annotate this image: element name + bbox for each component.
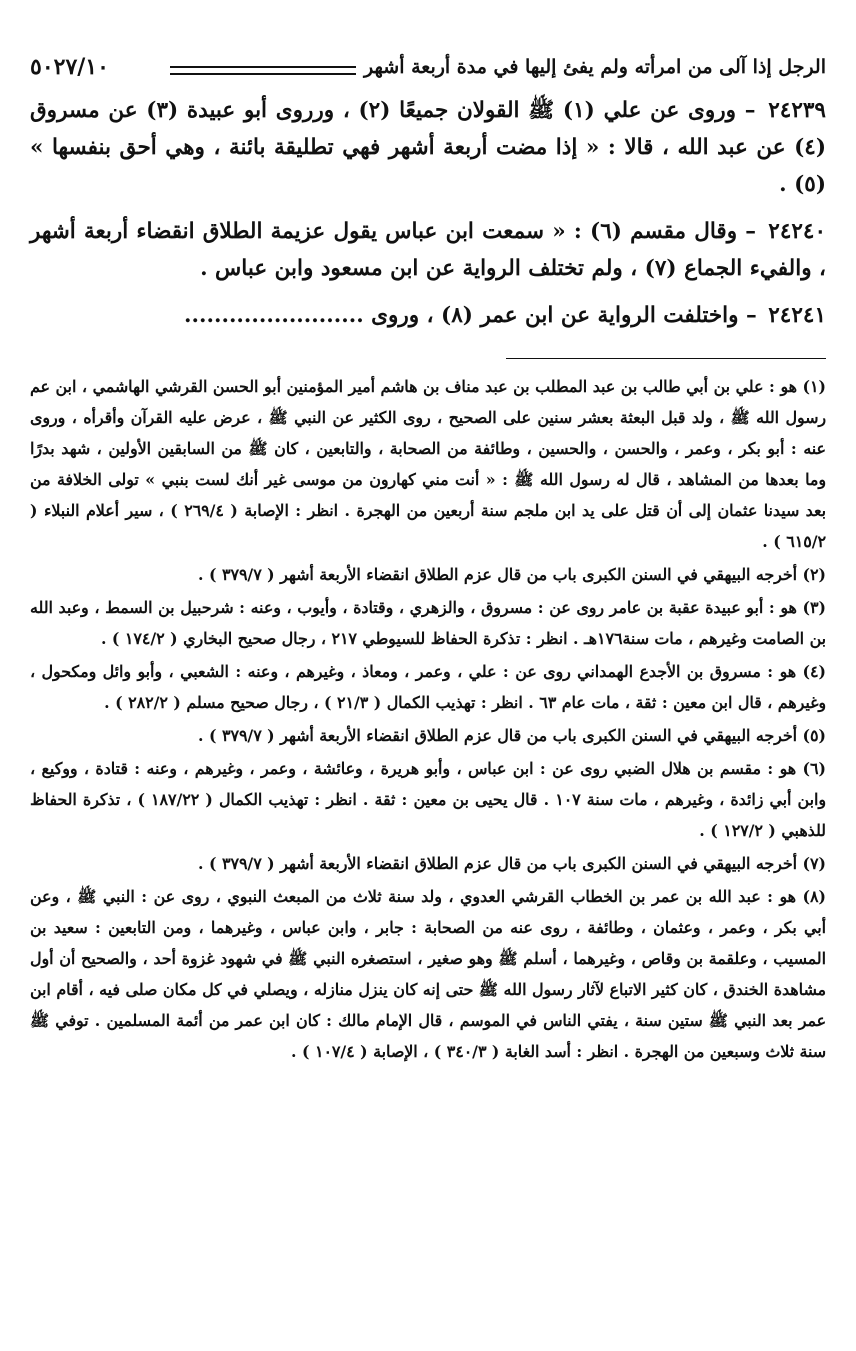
paragraph xyxy=(30,213,826,287)
footnotes xyxy=(30,371,826,1067)
running-header xyxy=(30,52,826,92)
header-title: الرجل إذا آلى من امرأته ولم يفئ إليها في مدة أربعة أشهر xyxy=(364,56,826,78)
hadith-number: ٢٤٢٣٩ xyxy=(768,98,826,123)
footnote-separator xyxy=(506,358,826,359)
paragraph-text: – وقال مقسم (٦) : « سمعت ابن عباس يقول عزيمة الطلاق انقضاء أربعة أشهر ، والفيء الجماع (٧) ، ولم تختلف الرواية عن ابن مسعود وابن عباس . xyxy=(30,219,826,281)
header-double-rule xyxy=(170,66,356,75)
footnote: (١) هو : علي بن أبي طالب بن عبد المطلب بن عبد مناف بن هاشم أمير المؤمنين أبو الحسن القرشي الهاشمي ، ابن عم رسول الله ﷺ ، ولد قبل البعثة بعشر سنين على الصحيح ، روى الكثير عن النبي ﷺ ، عرض عليه القرآن وأقرأه ، وروى عنه : أبو بكر ، وعمر ، والحسن ، والحسين ، وطائفة من الصحابة ، والتابعين ، كان ﷺ من السابقين الأولين ، شهد بدرًا وما بعدها من المشاهد ، قال له رسول الله ﷺ : « أنت مني كهارون من موسى غير أنك لست بنبي » تولى الخلافة من بعد سيدنا عثمان إلى أن قتل على يد ابن ملجم سنة أربعين من الهجرة . انظر : الإصابة ( ٢٦٩/٤ ) ، سير أعلام النبلاء ( ٦١٥/٢ ) . xyxy=(30,377,826,551)
footnote: (٤) هو : مسروق بن الأجدع الهمداني روى عن : علي ، وعمر ، ومعاذ ، وغيرهم ، وعنه : الشعبي ، وأبو وائل ومكحول ، وغيرهم ، قال ابن معين : ثقة ، مات عام ٦٣ . انظر : تهذيب الكمال ( ٢١/٣ ) ، رجال صحيح مسلم ( ٢٨٢/٢ ) . xyxy=(30,662,826,712)
page-number: ٥٠٢٧/١٠ xyxy=(30,54,109,80)
paragraph-text: – وروى عن علي (١) ﷺ القولان جميعًا (٢) ، ورروى أبو عبيدة (٣) عن مسروق (٤) عن عبد الله ، قالا : « إذا مضت أربعة أشهر فهي تطليقة بائنة ، وهي أحق بنفسها » (٥) . xyxy=(30,98,826,197)
footnote: (٨) هو : عبد الله بن عمر بن الخطاب القرشي العدوي ، ولد سنة ثلاث من المبعث النبوي ، روى عن : النبي ﷺ ، وعن أبي بكر ، وعمر ، وعثمان ، وطائفة ، روى عنه من الصحابة : جابر ، وابن عباس ، وغيرهما ، ومن التابعين : سعيد بن المسيب ، وعلقمة بن وقاص ، وغيرهما ، أسلم ﷺ وهو صغير ، استصغره النبي ﷺ في شهود غزوة أحد ، والصحيح أن أول مشاهدة الخندق ، كان كثير الاتباع لآثار رسول الله ﷺ حتى إنه كان ينزل منازله ، ويصلي في كل مكان صلى فيه ، أقام ابن عمر بعد النبي ﷺ ستين سنة ، يفتي الناس في الموسم ، قال الإمام مالك : كان ابن عمر من أئمة المسلمين . توفي ﷺ سنة ثلاث وسبعين من الهجرة . انظر : أسد الغابة ( ٣٤٠/٣ ) ، الإصابة ( ١٠٧/٤ ) . xyxy=(30,887,826,1061)
paragraph xyxy=(30,92,826,203)
footnote: (٦) هو : مقسم بن هلال الضبي روى عن : ابن عباس ، وأبو هريرة ، وعائشة ، وعمر ، وغيرهم ، وعنه : قتادة ، ووكيع ، وابن أبي زائدة ، وغيرهم ، مات سنة ١٠٧ . قال يحيى بن معين : ثقة . انظر : تهذيب الكمال ( ١٨٧/٢٢ ) ، تذكرة الحفاظ للذهبي ( ١٢٧/٢ ) . xyxy=(30,759,826,840)
footnote: (٥) أخرجه البيهقي في السنن الكبرى باب من قال عزم الطلاق انقضاء الأربعة أشهر ( ٣٧٩/٧ ) . xyxy=(197,726,826,745)
footnote: (٢) أخرجه البيهقي في السنن الكبرى باب من قال عزم الطلاق انقضاء الأربعة أشهر ( ٣٧٩/٧ ) . xyxy=(197,565,826,584)
main-text xyxy=(30,92,826,334)
paragraph-text: – واختلفت الرواية عن ابن عمر (٨) ، وروى ........................ xyxy=(184,303,757,328)
footnote: (٧) أخرجه البيهقي في السنن الكبرى باب من قال عزم الطلاق انقضاء الأربعة أشهر ( ٣٧٩/٧ ) . xyxy=(197,854,826,873)
footnote: (٣) هو : أبو عبيدة عقبة بن عامر روى عن : مسروق ، والزهري ، وقتادة ، وأيوب ، وعنه : شرحبيل بن السمط ، وعبد الله بن الصامت وغيرهم ، مات سنة١٧٦هـ . انظر : تذكرة الحفاظ للسيوطي ٢١٧ ، رجال صحيح البخاري ( ١٧٤/٢ ) . xyxy=(30,598,826,648)
hadith-number: ٢٤٢٤١ xyxy=(768,303,826,328)
document-page xyxy=(30,52,826,1069)
hadith-number: ٢٤٢٤٠ xyxy=(768,219,827,244)
paragraph xyxy=(30,297,826,334)
